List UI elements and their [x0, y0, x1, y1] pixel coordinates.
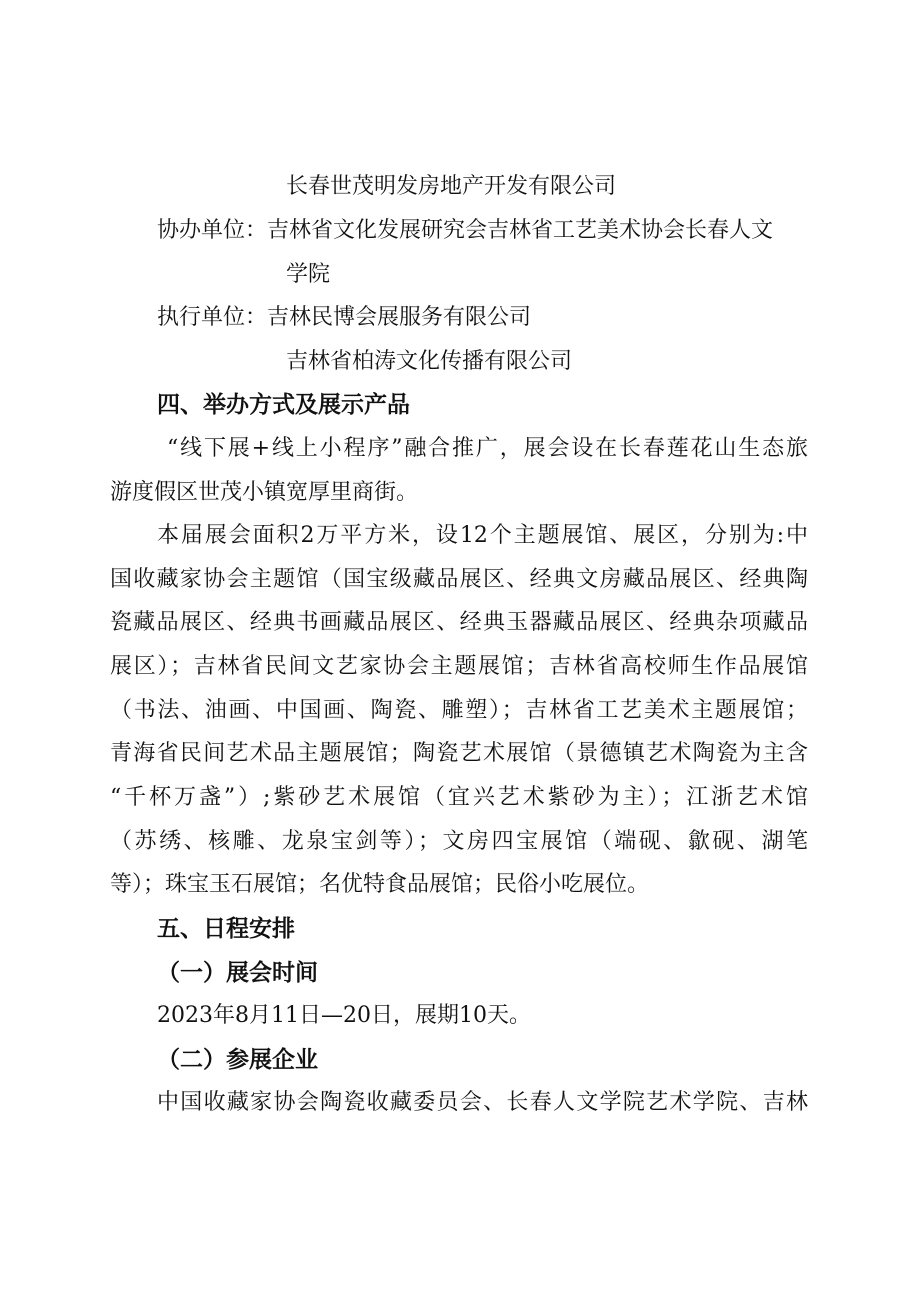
section4-para1-line2: 游度假区世茂小镇宽厚里商街。	[110, 480, 419, 505]
section4-para2-line7: “千杯万盏”）;紫砂艺术展馆（宜兴艺术紫砂为主）；江浙艺术馆	[110, 785, 808, 810]
subsection1-heading: （一）展会时间	[157, 960, 318, 986]
subsection2-heading: （二）参展企业	[157, 1047, 318, 1073]
section4-para1-line1: “线下展+线上小程序”融合推广，展会设在长春莲花山生态旅	[167, 436, 808, 461]
section4-para2-line9: 等）；珠宝玉石展馆；名优特食品展馆；民俗小吃展位。	[110, 872, 650, 897]
co-organizer-label: 协办单位：	[157, 218, 268, 243]
section4-heading: 四、举办方式及展示产品	[157, 392, 410, 418]
section4-para2-line3: 瓷藏品展区、经典书画藏品展区、经典玉器藏品展区、经典杂项藏品	[110, 610, 808, 635]
co-organizer-text-line2: 学院	[286, 262, 331, 287]
section4-para2-line4: 展区）；吉林省民间文艺家协会主题展馆；吉林省高校师生作品展馆	[110, 654, 808, 679]
organizer-continuation: 长春世茂明发房地产开发有限公司	[286, 174, 617, 199]
section4-para2-line1: 本届展会面积2万平方米，设12个主题展馆、展区，分别为:中	[157, 523, 808, 548]
co-organizer-text-line1: 吉林省文化发展研究会吉林省工艺美术协会长春人文	[267, 218, 774, 243]
executor-text-line2: 吉林省柏涛文化传播有限公司	[286, 349, 573, 374]
executor-label: 执行单位：	[157, 305, 268, 330]
section4-para2-line6: 青海省民间艺术品主题展馆；陶瓷艺术展馆（景德镇艺术陶瓷为主含	[110, 741, 808, 766]
participants-line1: 中国收藏家协会陶瓷收藏委员会、长春人文学院艺术学院、吉林	[157, 1090, 808, 1115]
section4-para2-line8: （苏绣、核雕、龙泉宝剑等）；文房四宝展馆（端砚、歙砚、湖笔	[110, 829, 808, 854]
section4-para2-line5: （书法、油画、中国画、陶瓷、雕塑）；吉林省工艺美术主题展馆；	[110, 698, 808, 723]
section4-para2-line2: 国收藏家协会主题馆（国宝级藏品展区、经典文房藏品展区、经典陶	[110, 567, 808, 592]
executor-text-line1: 吉林民博会展服务有限公司	[267, 305, 532, 330]
exhibition-dates: 2023年8月11日—20日，展期10天。	[157, 1003, 531, 1028]
section5-heading: 五、日程安排	[157, 916, 295, 942]
